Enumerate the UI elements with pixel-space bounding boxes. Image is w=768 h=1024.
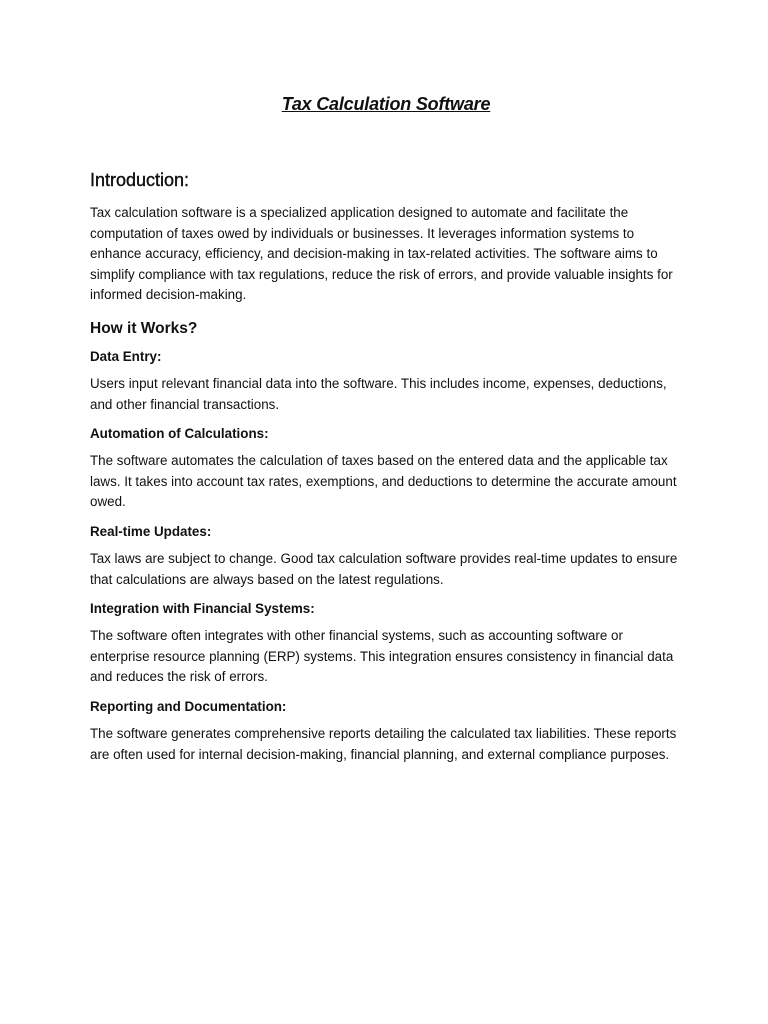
real-time-updates-paragraph: Tax laws are subject to change. Good tax calculation software provides real-time updates to ensure that calculations are always based on the latest regulations.	[90, 550, 678, 587]
reporting-heading: Reporting and Documentation:	[90, 698, 287, 714]
automation-paragraph: The software automates the calculation of taxes based on the entered data and the applicable tax laws. It takes into account tax rates, exemptions, and deductions to determine the accurate amount owed.	[90, 453, 677, 510]
introduction-heading: Introduction:	[90, 170, 190, 190]
data-entry-paragraph: Users input relevant financial data into the software. This includes income, expenses, deductions, and other financial transactions.	[90, 375, 667, 412]
introduction-paragraph: Tax calculation software is a specialized application designed to automate and facilitate the computation of taxes owed by individuals or businesses. It leverages information systems to enhance accuracy, efficiency, and decision-making in tax-related activities. The software aims to simplify compliance with tax regulations, reduce the risk of errors, and provide valuable insights for informed decision-making.	[90, 205, 673, 303]
integration-paragraph: The software often integrates with other financial systems, such as accounting software or enterprise resource planning (ERP) systems. This integration ensures consistency in financial data and reduces the risk of errors.	[90, 628, 674, 685]
reporting-paragraph: The software generates comprehensive reports detailing the calculated tax liabilities. These reports are often used for internal decision-making, financial planning, and external compliance purposes.	[90, 725, 677, 762]
how-it-works-heading: How it Works?	[90, 319, 198, 337]
automation-heading: Automation of Calculations:	[90, 426, 269, 442]
integration-heading: Integration with Financial Systems:	[90, 601, 315, 617]
data-entry-heading: Data Entry:	[90, 348, 162, 364]
real-time-updates-heading: Real-time Updates:	[90, 523, 212, 539]
document-title: Tax Calculation Software	[281, 94, 491, 114]
document-body	[90, 170, 682, 774]
